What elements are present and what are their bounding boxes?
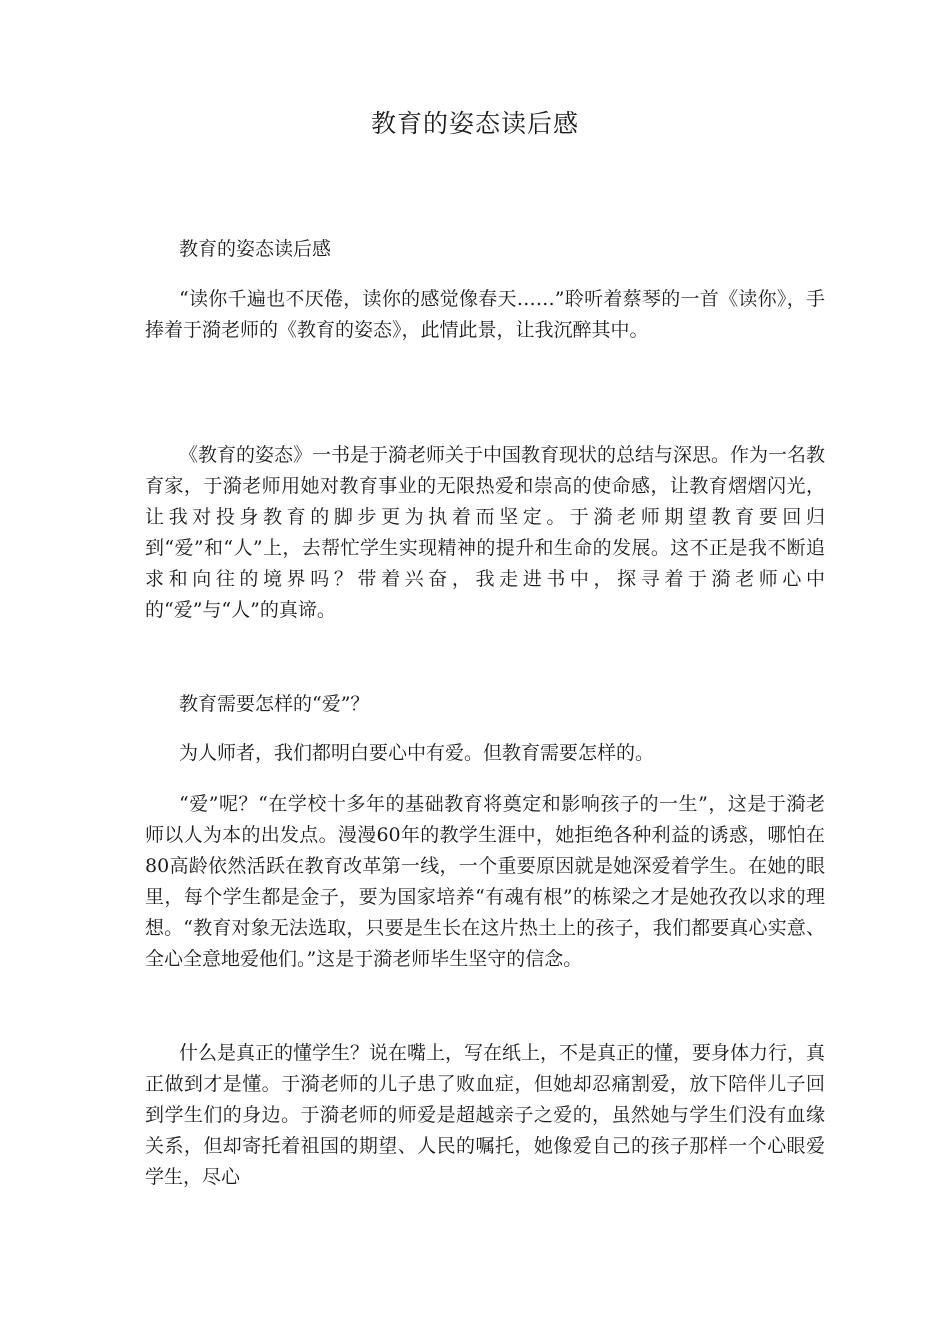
paragraph-teacher-love: 为人师者，我们都明白要心中有爱。但教育需要怎样的。 [179, 742, 655, 764]
paragraph-intro: “读你千遍也不厌倦，读你的感觉像春天……”聆听着蔡琴的一首《读你》，手捧着于漪老师的《教育的姿态》，此情此景，让我沉醉其中。 [145, 288, 825, 341]
paragraph-love-question: “爱”呢？“在学校十多年的基础教育将奠定和影响孩子的一生”，这是于漪老师以人为本的出发点。漫漫60年的教学生涯中，她拒绝各种利益的诱惑，哪怕在80高龄依然活跃在教育改革第一线，一个重要原因就是她深爱着学生。在她的眼里，每个学生都是金子，要为国家培养“有魂有根”的栋梁之才是她孜孜以求的理想。“教育对象无法选取，只要是生长在这片热土上的孩子，我们都要真心实意、全心全意地爱他们。”这是于漪老师毕生坚守的信念。 [145, 793, 825, 970]
document-title: 教育的姿态读后感 [370, 109, 579, 138]
paragraph-heading: 教育的姿态读后感 [179, 238, 332, 260]
paragraph-book-summary: 《教育的姿态》一书是于漪老师关于中国教育现状的总结与深思。作为一名教育家，于漪老师用她对教育事业的无限热爱和崇高的使命感，让教育熠熠闪光，让我对投身教育的脚步更为执着而坚定。于漪老师期望教育要回归到“爱”和“人”上，去帮忙学生实现精神的提升和生命的发展。这不正是我不断追求和向往的境界吗？带着兴奋，我走进书中，探寻着于漪老师心中的“爱”与“人”的真谛。 [145, 444, 826, 621]
paragraph-understanding-students: 什么是真正的懂学生？说在嘴上，写在纸上，不是真正的懂，要身体力行，真正做到才是懂。于漪老师的儿子患了败血症，但她却忍痛割爱，放下陪伴儿子回到学生们的身边。于漪老师的师爱是超越亲子之爱的，虽然她与学生们没有血缘关系，但却寄托着祖国的期望、人民的嘱托，她像爱自己的孩子那样一个心眼爱学生，尽心 [145, 1042, 826, 1188]
section-heading-love: 教育需要怎样的“爱”？ [179, 693, 370, 715]
